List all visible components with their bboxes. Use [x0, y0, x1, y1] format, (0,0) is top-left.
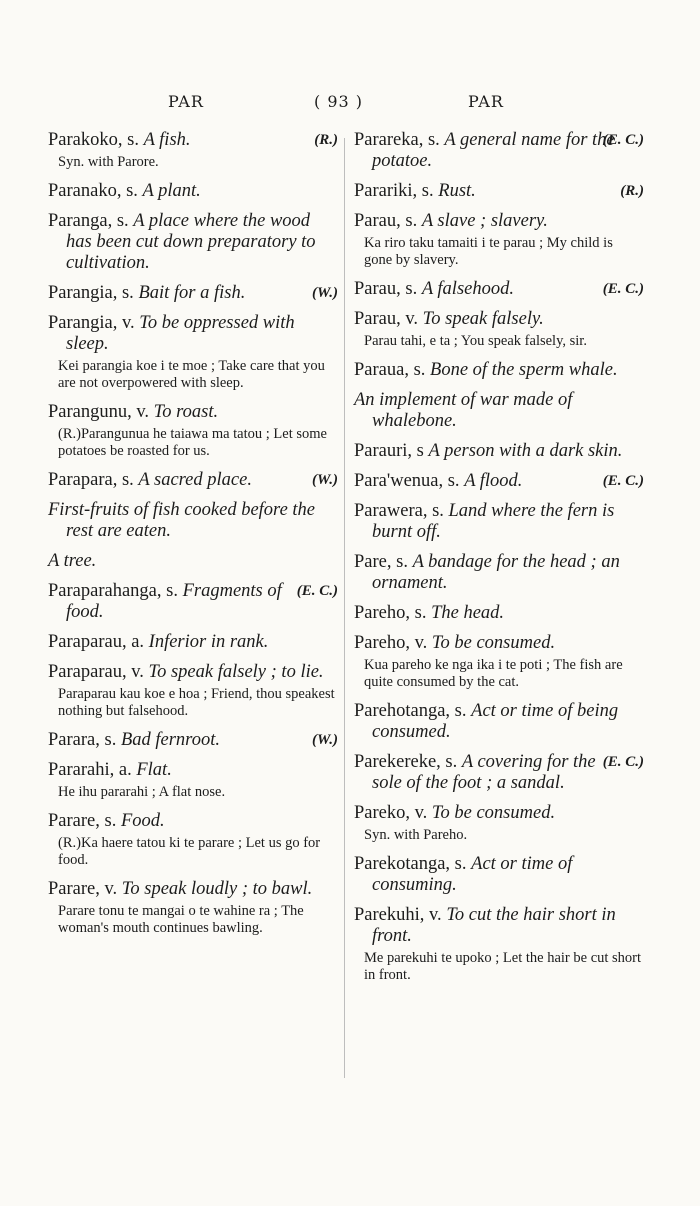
- entry-line: [48, 730, 338, 751]
- entry-line: [48, 402, 338, 423]
- entry-line: [48, 313, 338, 355]
- dictionary-entry: [354, 603, 644, 624]
- headword: Para'wenua, s.: [354, 471, 465, 491]
- headword: Pareko, v.: [354, 803, 432, 823]
- definition: To be consumed.: [431, 633, 556, 653]
- entry-line: [354, 181, 644, 202]
- dictionary-entry: [354, 752, 644, 794]
- dictionary-entry: [354, 279, 644, 300]
- headword: Parapara, s.: [48, 470, 139, 490]
- headword: Pareho, s.: [354, 603, 432, 623]
- dictionary-entry: [354, 360, 644, 381]
- example-sentence: Ka riro taku tamaiti i te parau ; My child is gone by slavery.: [364, 235, 613, 268]
- entry-line: [354, 603, 644, 624]
- example-text: [48, 358, 338, 392]
- headword: Pareho, v.: [354, 633, 432, 653]
- dictionary-entry: [48, 760, 338, 801]
- definition: To be consumed.: [431, 803, 556, 823]
- entry-line: [354, 803, 644, 824]
- headword: Paraua, s.: [354, 360, 431, 380]
- example-sentence: Parare tonu te mangai o te wahine ra ; The woman's mouth continues bawling.: [58, 903, 304, 936]
- definition: To speak loudly ; to bawl.: [121, 879, 313, 899]
- dictionary-entry: [354, 181, 644, 202]
- entry-line: [354, 905, 644, 947]
- headword: Parau, s.: [354, 279, 422, 299]
- dictionary-entry: [354, 441, 644, 462]
- entry-line: [48, 130, 338, 151]
- entry-line: [354, 752, 644, 794]
- dictionary-entry: [354, 633, 644, 691]
- entry-line: [48, 632, 338, 653]
- column-divider: [344, 138, 345, 1078]
- source-tag: (R.): [314, 132, 338, 148]
- entry-line: [354, 211, 644, 232]
- entry-line: [48, 181, 338, 202]
- entry-line: [48, 662, 338, 683]
- entry-line: [48, 760, 338, 781]
- headword: Parekereke, s.: [354, 752, 462, 772]
- example-text: [354, 657, 644, 691]
- source-tag: (W.): [312, 732, 338, 748]
- dictionary-entry: [48, 632, 338, 653]
- dictionary-entry: [48, 811, 338, 869]
- example-sentence: Syn. with Parore.: [58, 154, 159, 170]
- dictionary-entry: [48, 402, 338, 460]
- source-tag: (E. C.): [602, 473, 644, 489]
- headword: Parariki, s.: [354, 181, 439, 201]
- dictionary-entry: [354, 552, 644, 594]
- entry-line: [354, 360, 644, 381]
- definition: A person with a dark skin.: [428, 441, 623, 461]
- headword: Parekuhi, v.: [354, 905, 447, 925]
- dictionary-entry: [48, 470, 338, 491]
- source-tag: (R.): [620, 183, 644, 199]
- source-tag: (E. C.): [602, 281, 644, 297]
- dictionary-entry: [48, 181, 338, 202]
- definition: Bad fernroot.: [120, 730, 220, 750]
- definition: Bone of the sperm whale.: [430, 360, 618, 380]
- example-sentence: Parau tahi, e ta ; You speak falsely, sir.: [364, 333, 587, 349]
- example-text: [354, 235, 644, 269]
- dictionary-entry: [48, 730, 338, 751]
- dictionary-entry: [354, 309, 644, 350]
- entry-line: [354, 633, 644, 654]
- entry-line: [354, 471, 644, 492]
- example-sentence: Parangunua he taiawa ma tatou ; Let some potatoes be roasted for us.: [58, 426, 327, 459]
- example-text: [48, 903, 338, 937]
- headword: Parangia, s.: [48, 283, 139, 303]
- example-sentence: He ihu pararahi ; A flat nose.: [58, 784, 226, 800]
- right-column: [354, 130, 644, 994]
- headword: Parareka, s.: [354, 130, 445, 150]
- definition: A place where the wood has been cut down preparatory to cultivation.: [66, 211, 316, 273]
- definition: A bandage for the head ; an ornament.: [372, 552, 620, 593]
- headword: Parakoko, s.: [48, 130, 144, 150]
- entry-line: [354, 501, 644, 543]
- dictionary-entry: [354, 471, 644, 492]
- headword: Pare, s.: [354, 552, 413, 572]
- definition: The head.: [431, 603, 505, 623]
- definition: A falsehood.: [421, 279, 514, 299]
- definition: A flood.: [464, 471, 523, 491]
- definition: Bait for a fish.: [138, 283, 246, 303]
- continuation-definition: A tree.: [48, 551, 97, 571]
- example-sentence: Me parekuhi te upoko ; Let the hair be cut short in front.: [364, 950, 642, 983]
- headword: Parare, s.: [48, 811, 121, 831]
- definition: A fish.: [143, 130, 191, 150]
- entry-line: [354, 279, 644, 300]
- definition: A plant.: [142, 181, 201, 201]
- dictionary-entry: [354, 854, 644, 896]
- definition: Food.: [120, 811, 165, 831]
- headword: Parekotanga, s.: [354, 854, 472, 874]
- dictionary-entry: [48, 211, 338, 274]
- page-header: [0, 92, 700, 120]
- example-text: [354, 333, 644, 350]
- headword: Parare, v.: [48, 879, 122, 899]
- headword: Paranako, s.: [48, 181, 143, 201]
- dictionary-entry: [354, 130, 644, 172]
- example-sentence: Syn. with Pareho.: [364, 827, 468, 843]
- definition: Rust.: [438, 181, 476, 201]
- source-tag: (R.): [58, 835, 81, 851]
- running-head-right: PAR: [468, 92, 504, 111]
- dictionary-entry: [48, 313, 338, 392]
- headword: Pararahi, a.: [48, 760, 137, 780]
- running-head-left: PAR: [168, 92, 204, 111]
- source-tag: (E. C.): [602, 132, 644, 148]
- headword: Parara, s.: [48, 730, 121, 750]
- entry-line: [48, 581, 338, 623]
- page-number: ( 93 ): [314, 92, 364, 111]
- definition: Act or time of being consumed.: [372, 701, 619, 742]
- example-text: [48, 426, 338, 460]
- headword: Parawera, s.: [354, 501, 449, 521]
- definition: A sacred place.: [138, 470, 252, 490]
- left-column: [48, 130, 338, 947]
- source-tag: (E. C.): [296, 583, 338, 599]
- entry-line: [354, 854, 644, 896]
- dictionary-entry: [354, 905, 644, 984]
- entry-line: [48, 879, 338, 900]
- source-tag: (W.): [312, 285, 338, 301]
- source-tag: (E. C.): [602, 754, 644, 770]
- definition: A covering for the sole of the foot ; a sandal.: [372, 752, 596, 793]
- definition: Act or time of consuming.: [372, 854, 573, 895]
- entry-line: [354, 552, 644, 594]
- example-text: [48, 835, 338, 869]
- definition: To speak falsely.: [422, 309, 544, 329]
- definition: Land where the fern is burnt off.: [372, 501, 615, 542]
- entry-line: [48, 470, 338, 491]
- headword: Parau, v.: [354, 309, 423, 329]
- headword: Paraparau, a.: [48, 632, 149, 652]
- source-tag: (W.): [312, 472, 338, 488]
- dictionary-entry: [354, 501, 644, 543]
- dictionary-entry: [48, 662, 338, 720]
- definition: To roast.: [153, 402, 219, 422]
- headword: Paraparahanga, s.: [48, 581, 183, 601]
- entry-line: [48, 811, 338, 832]
- example-text: [48, 784, 338, 801]
- definition: Fragments of food.: [66, 581, 282, 622]
- example-sentence: Ka haere tatou ki te parare ; Let us go for food.: [58, 835, 321, 868]
- entry-line: [354, 309, 644, 330]
- headword: Parangia, v.: [48, 313, 140, 333]
- continuation-definition: An implement of war made of whalebone.: [354, 390, 573, 431]
- example-text: [354, 827, 644, 844]
- entry-line: [48, 283, 338, 304]
- dictionary-entry: [48, 130, 338, 171]
- dictionary-entry: [354, 701, 644, 743]
- example-text: [48, 154, 338, 171]
- dictionary-entry: [48, 879, 338, 937]
- definition: A general name for the potatoe.: [372, 130, 615, 171]
- definition: To be oppressed with sleep.: [66, 313, 295, 354]
- dictionary-entry: [48, 581, 338, 623]
- example-sentence: Paraparau kau koe e hoa ; Friend, thou speakest nothing but falsehood.: [58, 686, 335, 719]
- entry-line: [354, 130, 644, 172]
- headword: Paranga, s.: [48, 211, 134, 231]
- example-sentence: Kei parangia koe i te moe ; Take care that you are not overpowered with sleep.: [58, 358, 325, 391]
- dictionary-entry: [48, 283, 338, 304]
- definition: To speak falsely ; to lie.: [148, 662, 324, 682]
- headword: Paraparau, v.: [48, 662, 149, 682]
- continuation-definition: First-fruits of fish cooked before the rest are eaten.: [48, 500, 316, 541]
- example-sentence: Kua pareho ke nga ika i te poti ; The fish are quite consumed by the cat.: [364, 657, 623, 690]
- dictionary-entry: [354, 211, 644, 269]
- headword: Parau, s.: [354, 211, 422, 231]
- definition: To cut the hair short in front.: [372, 905, 616, 946]
- definition: A slave ; slavery.: [421, 211, 548, 231]
- definition: Flat.: [136, 760, 172, 780]
- dictionary-entry: [354, 803, 644, 844]
- headword: Parauri, s: [354, 441, 429, 461]
- example-text: [48, 686, 338, 720]
- headword: Parangunu, v.: [48, 402, 154, 422]
- headword: Parehotanga, s.: [354, 701, 472, 721]
- entry-line: [354, 701, 644, 743]
- definition: Inferior in rank.: [148, 632, 269, 652]
- entry-line: [48, 211, 338, 274]
- source-tag: (R.): [58, 426, 81, 442]
- entry-line: [354, 441, 644, 462]
- example-text: [354, 950, 644, 984]
